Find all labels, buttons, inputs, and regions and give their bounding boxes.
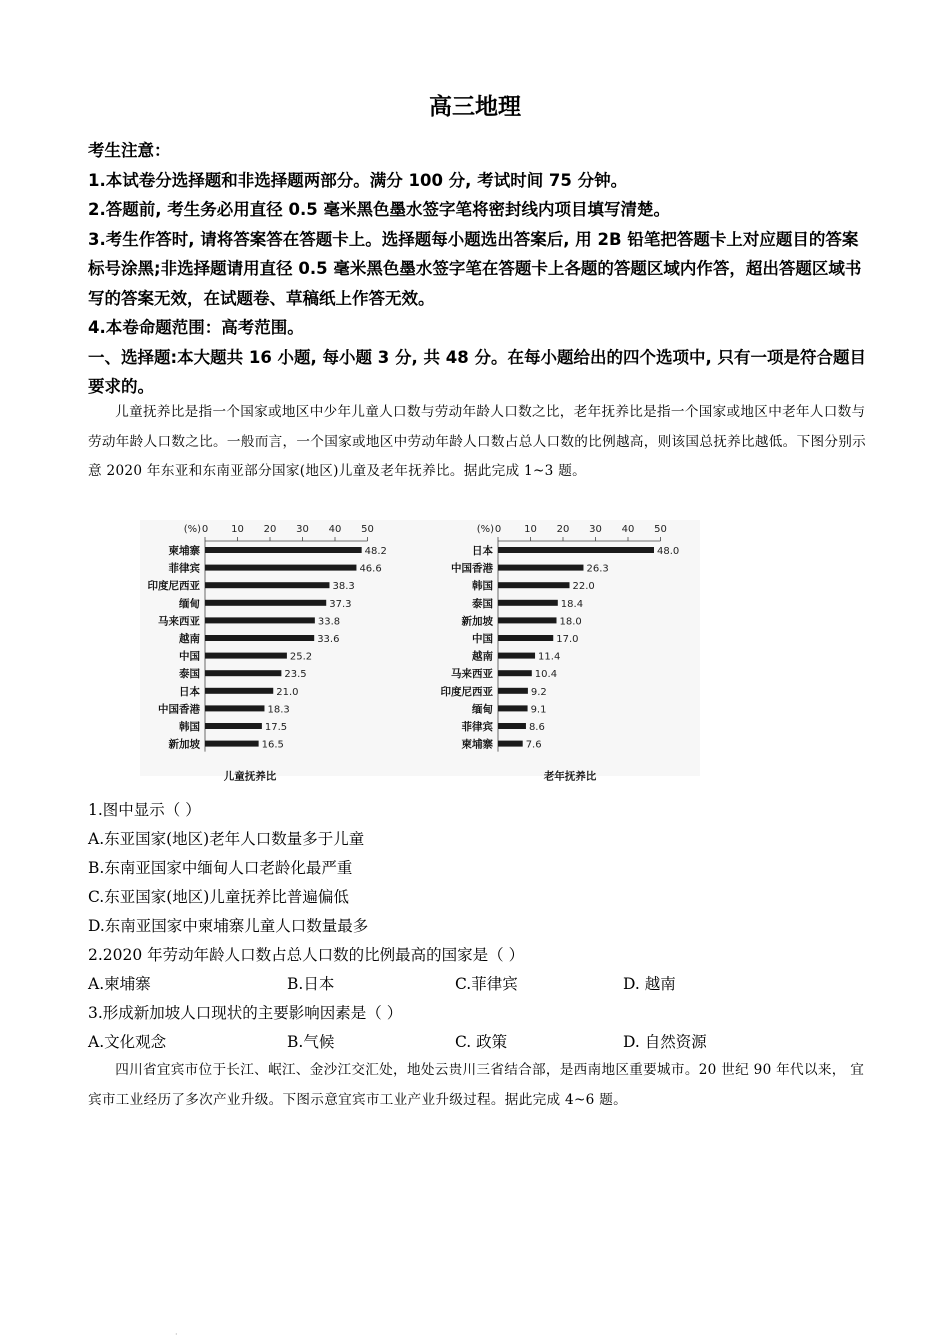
category-label: 马来西亚 — [158, 615, 200, 628]
tick-label: 20 — [263, 524, 277, 535]
passage-1 — [88, 398, 868, 487]
category-label: 泰国 — [472, 597, 493, 610]
bar-韩国 — [205, 723, 262, 729]
value-label: 16.5 — [261, 739, 284, 751]
exam-notice — [88, 136, 868, 402]
value-label: 11.4 — [538, 651, 561, 663]
bar-日本 — [205, 688, 273, 694]
category-label: 越南 — [472, 650, 493, 663]
axis-unit-label: (%) — [183, 524, 201, 535]
bar-新加坡 — [205, 741, 259, 747]
value-label: 21.0 — [276, 686, 299, 698]
category-label: 马来西亚 — [451, 668, 493, 681]
bar-马来西亚 — [205, 617, 315, 623]
value-label: 37.3 — [329, 598, 352, 610]
category-label: 韩国 — [179, 721, 200, 733]
question-stem: 3.形成新加坡人口现状的主要影响因素是（ ） — [88, 1004, 403, 1022]
category-label: 缅甸 — [472, 703, 493, 716]
chart-svg — [140, 520, 700, 783]
category-label: 韩国 — [472, 580, 493, 593]
category-label: 越南 — [179, 633, 200, 645]
category-label: 中国 — [179, 650, 200, 663]
question-stem: 2.2020 年劳动年龄人口数占总人口数的比例最高的国家是（ ） — [88, 946, 525, 964]
value-label: 25.2 — [289, 651, 313, 663]
tick-label: 0 — [201, 524, 209, 535]
category-label: 柬埔寨 — [461, 738, 493, 751]
question-1 — [88, 796, 868, 941]
question-stem: 1.图中显示（ ） — [88, 801, 201, 819]
value-label: 8.6 — [528, 722, 545, 733]
bar-柬埔寨 — [205, 547, 362, 553]
questions — [88, 796, 868, 1057]
category-label: 印度尼西亚 — [440, 685, 493, 698]
tick-label: 20 — [556, 524, 570, 535]
tick-label: 40 — [621, 524, 635, 535]
question-option: A.东亚国家(地区)老年人口数量多于儿童 — [88, 830, 365, 848]
question-option: A.柬埔寨 — [88, 975, 151, 993]
chart-title: 儿童抚养比 — [223, 770, 277, 783]
bar-印度尼西亚 — [498, 688, 528, 694]
tick-label: 30 — [296, 524, 309, 535]
question-option: B.东南亚国家中缅甸人口老龄化最严重 — [88, 859, 353, 877]
category-label: 印度尼西亚 — [147, 580, 200, 593]
tick-label: 30 — [589, 524, 602, 535]
category-label: 菲律宾 — [168, 562, 200, 575]
value-label: 18.0 — [559, 616, 582, 628]
value-label: 10.4 — [534, 669, 558, 681]
question-2 — [88, 941, 868, 999]
value-label: 22.0 — [572, 581, 595, 593]
page-title: 高三地理 — [429, 94, 521, 120]
bar-日本 — [498, 547, 654, 553]
category-label: 日本 — [472, 545, 493, 557]
bar-菲律宾 — [205, 565, 356, 571]
notice-item: 4.本卷命题范围：高考范围。 — [88, 318, 304, 337]
page-mark: · — [175, 1330, 178, 1339]
category-label: 中国香港 — [158, 703, 200, 716]
question-option: B.日本 — [287, 975, 335, 993]
value-label: 18.3 — [267, 704, 290, 716]
value-label: 48.0 — [657, 546, 680, 557]
bar-泰国 — [205, 670, 281, 676]
category-label: 泰国 — [179, 668, 200, 681]
tick-label: 10 — [524, 524, 537, 535]
value-label: 18.4 — [560, 598, 584, 610]
notice-item: 2.答题前, 考生务必用直径 0.5 毫米黑色墨水签字笔将密封线内项目填写清楚。 — [88, 200, 670, 219]
value-label: 26.3 — [586, 563, 609, 575]
dependency-ratio-charts — [140, 520, 700, 783]
bar-缅甸 — [205, 600, 326, 606]
notice-item: 1.本试卷分选择题和非选择题两部分。满分 100 分, 考试时间 75 分钟。 — [88, 170, 628, 190]
bar-中国香港 — [205, 705, 264, 711]
value-label: 46.6 — [359, 563, 382, 575]
tick-label: 40 — [328, 524, 342, 535]
bar-缅甸 — [498, 705, 528, 711]
chart-background — [140, 520, 700, 776]
section-heading: 一、选择题:本大题共 16 小题, 每小题 3 分, 共 48 分。在每小题给出的四个选项中, 只有一项是符合题目要求的。 — [88, 347, 867, 396]
value-label: 17.5 — [264, 722, 288, 733]
question-option: B.气候 — [287, 1033, 335, 1051]
question-option: C.菲律宾 — [455, 975, 518, 993]
bar-柬埔寨 — [498, 741, 523, 747]
bar-中国 — [498, 635, 553, 641]
category-label: 新加坡 — [168, 738, 200, 751]
tick-label: 0 — [494, 524, 502, 535]
bar-越南 — [205, 635, 314, 641]
value-label: 48.2 — [364, 546, 387, 557]
question-3 — [88, 999, 868, 1057]
category-label: 中国 — [472, 633, 493, 645]
bar-菲律宾 — [498, 723, 526, 729]
value-label: 17.0 — [556, 634, 579, 645]
category-label: 中国香港 — [451, 562, 493, 575]
bar-印度尼西亚 — [205, 582, 329, 588]
question-option: D. 越南 — [623, 975, 676, 993]
question-option: D.东南亚国家中柬埔寨儿童人口数量最多 — [88, 917, 369, 935]
passage-2-text: 四川省宜宾市位于长江、岷江、金沙江交汇处，地处云贵川三省结合部，是西南地区重要城市。20 世纪 90 年代以来， 宜宾市工业经历了多次产业升级。下图示意宜宾市工业产业升级过程。据此完成 4~6 题。 — [88, 1062, 865, 1108]
bar-中国 — [205, 653, 287, 659]
question-option: C.东亚国家(地区)儿童抚养比普遍偏低 — [88, 888, 349, 906]
value-label: 9.2 — [530, 686, 547, 698]
bar-中国香港 — [498, 565, 583, 571]
category-label: 新加坡 — [461, 615, 493, 628]
bar-韩国 — [498, 582, 570, 588]
question-option: D. 自然资源 — [623, 1033, 707, 1051]
tick-label: 10 — [231, 524, 244, 535]
axis-unit-label: (%) — [476, 524, 494, 535]
chart-title: 老年抚养比 — [543, 770, 597, 783]
passage-2 — [88, 1056, 868, 1115]
passage-1-text: 儿童抚养比是指一个国家或地区中少年儿童人口数与劳动年龄人口数之比，老年抚养比是指一个国家或地区中老年人口数与劳动年龄人口数之比。一般而言，一个国家或地区中劳动年龄人口数占总人口数的比例越高，则该国总抚养比越低。下图分别示意 2020 年东亚和东南亚部分国家(地区)儿童及老年抚养比。据此完成 1~3 题。 — [88, 404, 867, 479]
tick-label: 50 — [361, 524, 374, 535]
category-label: 菲律宾 — [461, 721, 493, 733]
value-label: 33.8 — [317, 616, 341, 628]
question-option: A.文化观念 — [88, 1033, 167, 1051]
category-label: 缅甸 — [179, 597, 200, 610]
value-label: 9.1 — [530, 704, 547, 716]
category-label: 日本 — [179, 685, 200, 698]
tick-label: 50 — [654, 524, 667, 535]
value-label: 23.5 — [284, 669, 307, 681]
value-label: 7.6 — [525, 739, 542, 751]
bar-泰国 — [498, 600, 558, 606]
bar-新加坡 — [498, 617, 557, 623]
question-option: C. 政策 — [455, 1033, 508, 1051]
value-label: 33.6 — [317, 634, 340, 645]
bar-马来西亚 — [498, 670, 532, 676]
bar-越南 — [498, 653, 535, 659]
notice-heading: 考生注意： — [88, 141, 171, 160]
category-label: 柬埔寨 — [168, 545, 200, 557]
value-label: 38.3 — [332, 581, 355, 593]
notice-item: 3.考生作答时, 请将答案答在答题卡上。选择题每小题选出答案后, 用 2B 铅笔把答题卡上对应题目的答案标号涂黑;非选择题请用直径 0.5 毫米黑色墨水签字笔在答题卡上各题的答题区域内作答，超出答题区域书写的答案无效，在试题卷、草稿纸上作答无效。 — [88, 229, 862, 308]
